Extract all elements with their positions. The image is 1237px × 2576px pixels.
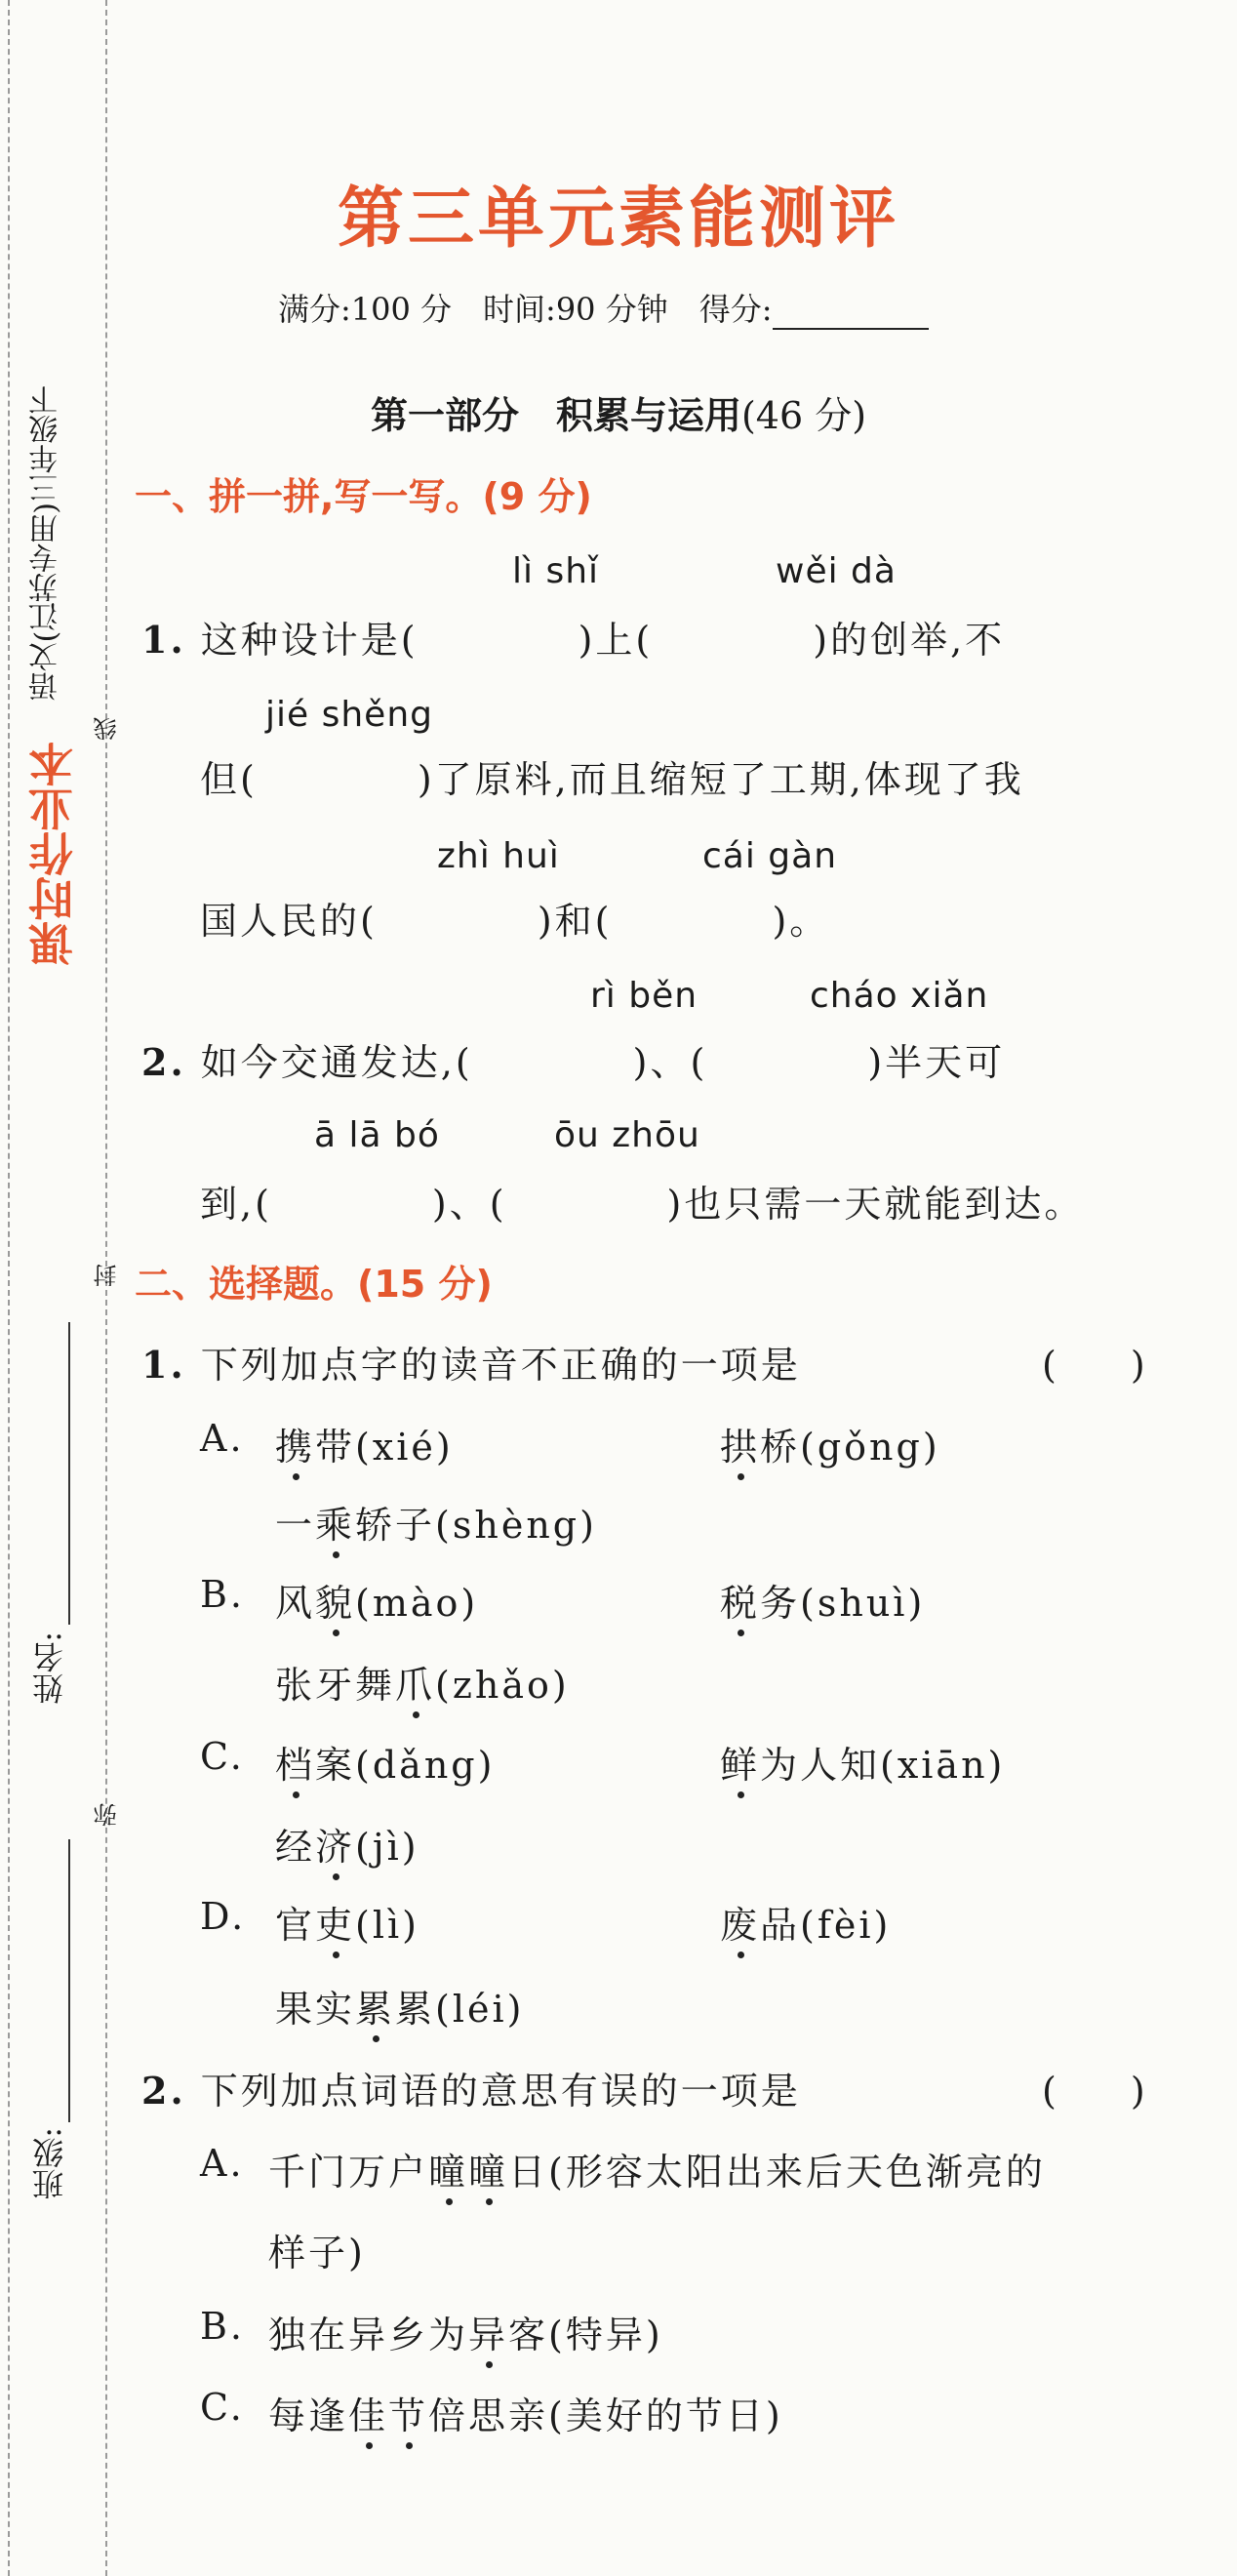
mc1-option-c1: 档案(dǎng) xyxy=(275,1735,495,1789)
mc1-option-d1: 官吏(lì) xyxy=(275,1895,419,1949)
name-blank[interactable] xyxy=(68,1322,70,1625)
brand-label: 课时作业本 xyxy=(27,742,80,966)
cut-mark-mi: 弥 xyxy=(94,1803,121,1827)
mc2-option-a-line2: 样子) xyxy=(268,2232,366,2274)
name-label: 姓名: xyxy=(31,1631,68,1705)
mc1-option-c2: 鲜为人知(xiān) xyxy=(720,1735,1005,1789)
mc1-option-b1: 风貌(mào) xyxy=(275,1573,478,1627)
mc2-option-b: 独在异乡为异客(特异) xyxy=(268,2305,663,2358)
q1-line-3: 国人民的( )和( )。 xyxy=(200,900,830,943)
score-blank[interactable] xyxy=(773,299,929,330)
mc1-option-c-label: C. xyxy=(200,1735,245,1778)
q1-line-1: 1. 这种设计是( )上( )的创举,不 xyxy=(141,618,1006,662)
class-blank[interactable] xyxy=(68,1839,70,2122)
pinyin-lishi: lì shǐ xyxy=(512,551,600,591)
pinyin-jiesheng: jié shěng xyxy=(265,695,433,735)
section-heading-2: 二、选择题。(15 分) xyxy=(135,1263,493,1306)
cut-mark-xian: 线 xyxy=(94,717,121,741)
pinyin-ouzhou: ōu zhōu xyxy=(554,1115,700,1155)
mc1-option-a1: 携带(xié) xyxy=(275,1417,454,1470)
mc1-option-a-label: A. xyxy=(200,1417,245,1460)
pinyin-chaoxian: cháo xiǎn xyxy=(810,976,989,1016)
cut-mark-feng: 封 xyxy=(94,1264,121,1287)
q2-line-2: 到,( )、( )也只需一天就能到达。 xyxy=(200,1183,1085,1226)
mc1-option-a2: 拱桥(gǒng) xyxy=(720,1417,940,1470)
mc2-option-a: 千门万户曈曈日(形容太阳出来后天色渐亮的 xyxy=(268,2142,1046,2195)
mc1-answer-paren[interactable]: ( ) xyxy=(1042,1344,1145,1387)
mc1-option-d-label: D. xyxy=(200,1895,247,1938)
mc2-stem: 2. 下列加点词语的意思有误的一项是 xyxy=(141,2069,801,2113)
subject-label: 语文(江苏专用)三年级下 xyxy=(29,385,63,702)
mc1-option-d3: 果实累累(léi) xyxy=(275,1979,524,2033)
mc1-option-a3: 一乘轿子(shèng) xyxy=(275,1495,597,1549)
mc1-stem: 1. 下列加点字的读音不正确的一项是 xyxy=(141,1343,801,1387)
page-title: 第三单元素能测评 xyxy=(337,181,899,258)
pinyin-riben: rì běn xyxy=(590,976,698,1016)
mc2-answer-paren[interactable]: ( ) xyxy=(1042,2070,1145,2113)
mc1-option-c3: 经济(jì) xyxy=(275,1817,419,1871)
mc2-option-c: 每逢佳节倍思亲(美好的节日) xyxy=(268,2386,783,2439)
pinyin-alabo: ā lā bó xyxy=(314,1115,440,1155)
pinyin-weida: wěi dà xyxy=(776,551,897,591)
class-label: 班级: xyxy=(31,2127,68,2200)
section-heading-1: 一、拼一拼,写一写。(9 分) xyxy=(135,475,592,518)
mc1-option-b3: 张牙舞爪(zhǎo) xyxy=(275,1655,570,1709)
mc1-option-d2: 废品(fèi) xyxy=(720,1895,891,1949)
score-info: 满分:100 分 时间:90 分钟 得分: xyxy=(278,285,929,330)
mc1-option-b2: 税务(shuì) xyxy=(720,1573,925,1627)
mc2-option-a-label: A. xyxy=(200,2142,245,2185)
q2-line-1: 2. 如今交通发达,( )、( )半天可 xyxy=(141,1040,1006,1084)
pinyin-caigan: cái gàn xyxy=(702,836,838,876)
q1-line-2: 但( )了原料,而且缩短了工期,体现了我 xyxy=(200,758,1024,801)
mc1-option-b-label: B. xyxy=(200,1573,246,1616)
mc2-option-b-label: B. xyxy=(200,2305,246,2348)
pinyin-zhihui: zhì huì xyxy=(437,836,560,876)
part-title: 第一部分 积累与运用(46 分) xyxy=(370,393,867,437)
mc2-option-c-label: C. xyxy=(200,2386,245,2429)
